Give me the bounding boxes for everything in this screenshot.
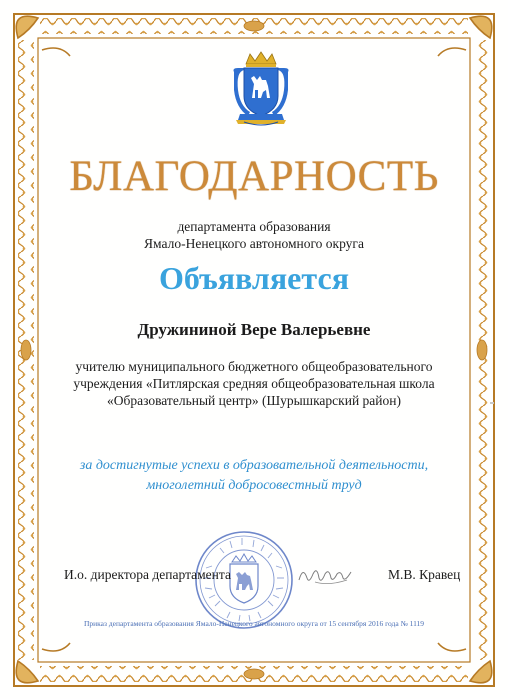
issuer-line-1: департамента образования [177,219,331,234]
signatory-title: И.о. директора департамента [64,567,231,582]
handwritten-signature [295,560,357,590]
announce-heading: Объявляется [158,260,349,296]
issuer-block [0,218,508,252]
reason-line-1: за достигнутые успехи в образовательной деятельности, [79,458,429,473]
issuer-line-2: Ямало-Ненецкого автономного округа [144,236,364,251]
certificate-title: БЛАГОДАРНОСТЬ [69,153,439,200]
signatory-name: М.В. Кравец [388,567,461,582]
position-line-2: учреждения «Питлярская средняя общеобразовательная школа [73,376,435,391]
order-reference: Приказ департамента образования Ямало-Ненецкого автономного округа от 15 сентября 2016 года № 1119 [83,619,425,628]
reason-line-2: многолетний добросовестный труд [146,478,362,493]
position-line-1: учителю муниципального бюджетного общеобразовательного [75,359,433,374]
recipient-position [0,358,508,409]
award-reason [0,456,508,496]
position-line-3: «Образовательный центр» (Шурышкарский район) [106,393,401,408]
coat-of-arms-icon [230,50,292,128]
recipient-name: Дружининой Вере Валерьевне [137,320,371,339]
scan-speck [490,402,494,404]
